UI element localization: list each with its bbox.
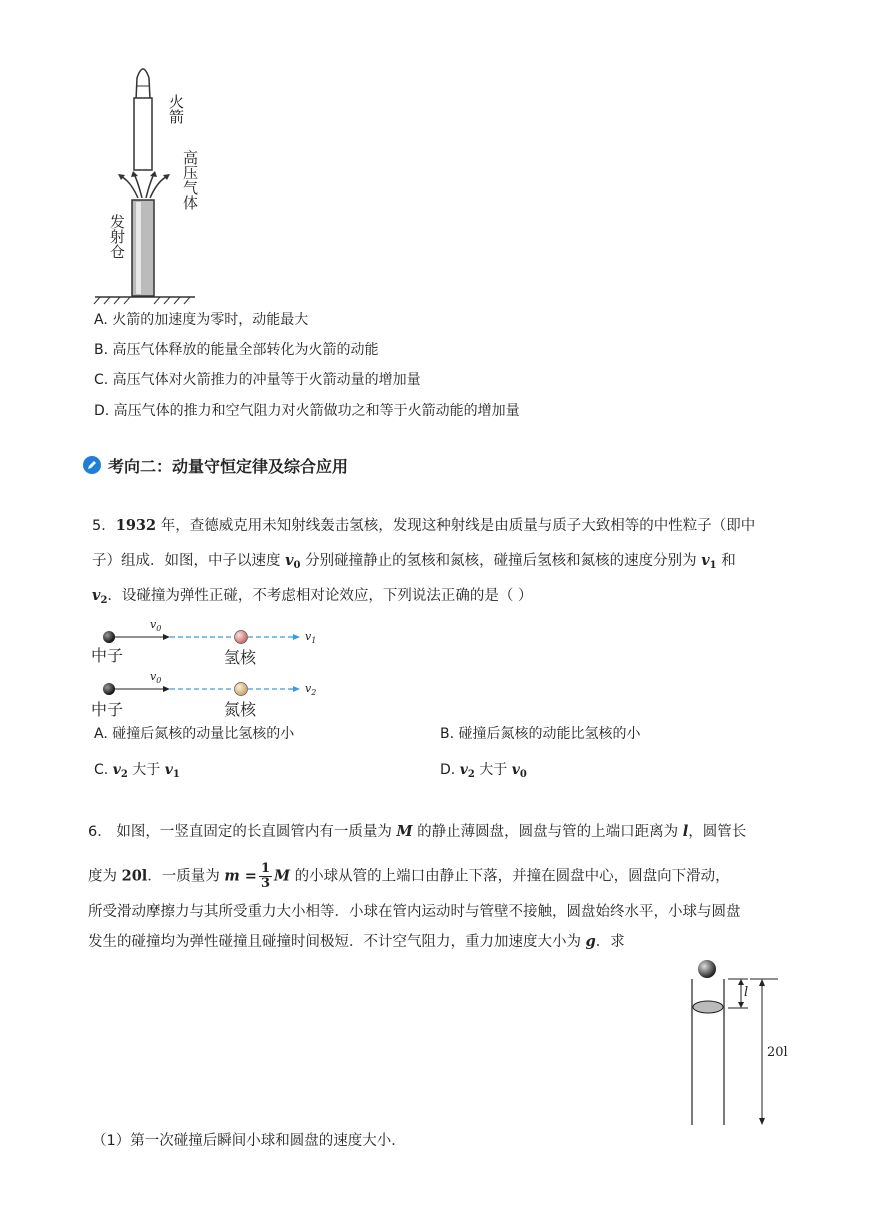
tube-l-label: l — [744, 985, 749, 1000]
q5-v0: $v_0$ — [285, 552, 301, 571]
q5-line3-text: ．设碰撞为弹性正碰，不考虑相对论效应，下列说法正确的是（ ） — [107, 588, 533, 604]
tube-20l-label: 20l — [767, 1045, 788, 1060]
q5-option-d: D. $v_2$ 大于 $v_0$ — [440, 762, 527, 780]
fig-neutron-label-2: 中子 — [91, 700, 124, 719]
q5-option-a: A. 碰撞后氮核的动量比氢核的小 — [94, 726, 295, 742]
fig-v1-label: $v_1$ — [305, 630, 317, 646]
q6-line-2: 度为 20l．一质量为 m = $\frac{1}{3}$ M 的小球从管的上端口由静止下落，并撞在圆盘中心，圆盘向下滑动， — [88, 861, 730, 891]
q5-line2-text-a: 子）组成．如图，中子以速度 — [92, 553, 286, 569]
q6-line-1: 6． 如图，一竖直固定的长直圆管内有一质量为 M 的静止薄圆盘，圆盘与管的上端口距离为 l，圆管长 — [88, 823, 747, 840]
rocket-body — [134, 98, 152, 170]
nitrogen-ball — [235, 683, 248, 696]
small-ball — [698, 960, 716, 978]
q5-number: 5． — [92, 518, 116, 534]
fig-neutron-label-1: 中子 — [91, 646, 124, 665]
fraction-one-third: $\frac{1}{3}$ — [260, 861, 270, 891]
q5-line-1 — [92, 516, 755, 536]
collision-figure — [88, 618, 338, 720]
launch-chamber — [132, 200, 154, 296]
q5-year: 1932 — [115, 517, 157, 534]
gas-arrows — [120, 174, 168, 198]
q5-line1-text: 年，查德威克用未知射线轰击氢核，发现这种射线是由质量与质子大致相等的中性粒子（即中 — [156, 518, 756, 534]
tube-figure — [680, 955, 790, 1130]
rocket-label: 火箭 — [167, 94, 185, 124]
q4-option-c: C. 高压气体对火箭推力的冲量等于火箭动量的增加量 — [94, 372, 421, 388]
q5-option-b: B. 碰撞后氮核的动能比氢核的小 — [440, 726, 641, 742]
disc — [693, 1001, 723, 1013]
fig-v2-label: $v_2$ — [305, 682, 317, 698]
fig-nitrogen-label: 氮核 — [224, 700, 257, 719]
q4-option-b: B. 高压气体释放的能量全部转化为火箭的动能 — [94, 342, 379, 358]
q5-line-3 — [92, 586, 533, 611]
neutron-ball-1 — [103, 631, 115, 643]
q6-sub-question-1: （1）第一次碰撞后瞬间小球和圆盘的速度大小． — [92, 1133, 406, 1149]
q6-line-3: 所受滑动摩擦力与其所受重力大小相等．小球在管内运动时与管壁不接触，圆盘始终水平，小球与圆盘 — [88, 904, 741, 920]
rocket-nose — [136, 69, 150, 100]
fig-v0-label-2: $v_0$ — [150, 670, 162, 686]
fig-hydrogen-label: 氢核 — [224, 648, 257, 667]
q4-option-a: A. 火箭的加速度为零时，动能最大 — [94, 312, 309, 328]
q5-line2-text-c: 和 — [716, 553, 736, 569]
q5-line2-text-b: 分别碰撞静止的氢核和氮核，碰撞后氢核和氮核的速度分别为 — [300, 553, 702, 569]
neutron-ball-2 — [103, 683, 115, 695]
hydrogen-ball — [235, 631, 248, 644]
fig-v0-label-1: $v_0$ — [150, 618, 162, 634]
q5-v1: $v_1$ — [701, 552, 717, 571]
pencil-icon — [83, 456, 101, 474]
gas-label: 高压气体 — [181, 150, 199, 210]
section-title: 考向二：动量守恒定律及综合应用 — [108, 457, 349, 476]
q5-v2: $v_2$ — [92, 587, 108, 606]
rocket-launch-figure — [90, 60, 220, 305]
q5-line-2 — [92, 551, 736, 576]
chamber-label: 发射仓 — [108, 214, 126, 259]
q5-option-c: C. $v_2$ 大于 $v_1$ — [94, 762, 180, 780]
q6-line-4: 发生的碰撞均为弹性碰撞且碰撞时间极短．不计空气阻力，重力加速度大小为 g．求 — [88, 933, 625, 950]
q4-option-d: D. 高压气体的推力和空气阻力对火箭做功之和等于火箭动能的增加量 — [94, 403, 520, 419]
